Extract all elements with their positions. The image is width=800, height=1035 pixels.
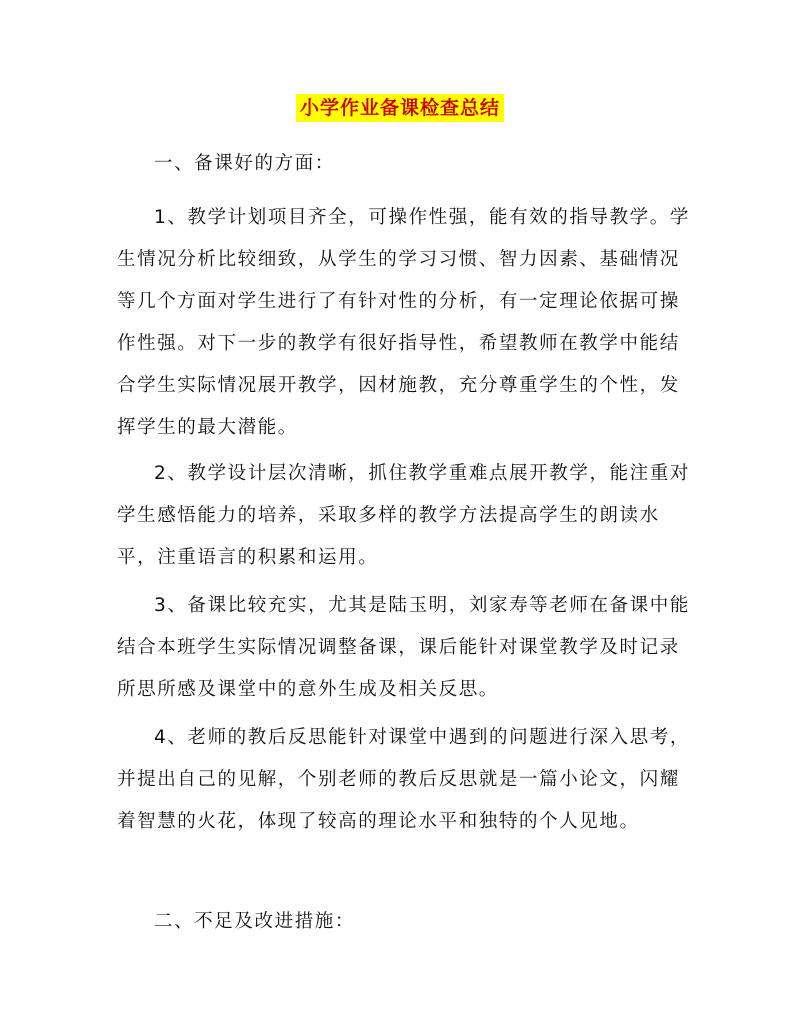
title-row [0,94,800,122]
document-title: 小学作业备课检查总结 [296,94,504,122]
paragraph-1: 1、教学计划项目齐全，可操作性强，能有效的指导教学。学生情况分析比较细致，从学生的学习习惯、智力因素、基础情况等几个方面对学生进行了有针对性的分析，有一定理论依据可操作性强。对下一步的教学有很好指导性，希望教师在教学中能结合学生实际情况展开教学，因材施教，充分尊重学生的个性，发挥学生的最大潜能。 [117,207,690,438]
section-heading-improvements: 二、不足及改进措施： [154,911,356,932]
paragraph-2: 2、教学设计层次清晰，抓住教学重难点展开教学，能注重对学生感悟能力的培养，采取多样的教学方法提高学生的朗读水平，注重语言的积累和运用。 [117,463,690,568]
section-heading-strengths: 一、备课好的方面： [154,153,335,174]
paragraph-3: 3、备课比较充实，尤其是陆玉明，刘家寿等老师在备课中能结合本班学生实际情况调整备课，课后能针对课堂教学及时记录所思所感及课堂中的意外生成及相关反思。 [117,595,690,700]
paragraph-4: 4、老师的教后反思能针对课堂中遇到的问题进行深入思考，并提出自己的见解，个别老师的教后反思就是一篇小论文，闪耀着智慧的火花，体现了较高的理论水平和独特的个人见地。 [117,727,690,832]
